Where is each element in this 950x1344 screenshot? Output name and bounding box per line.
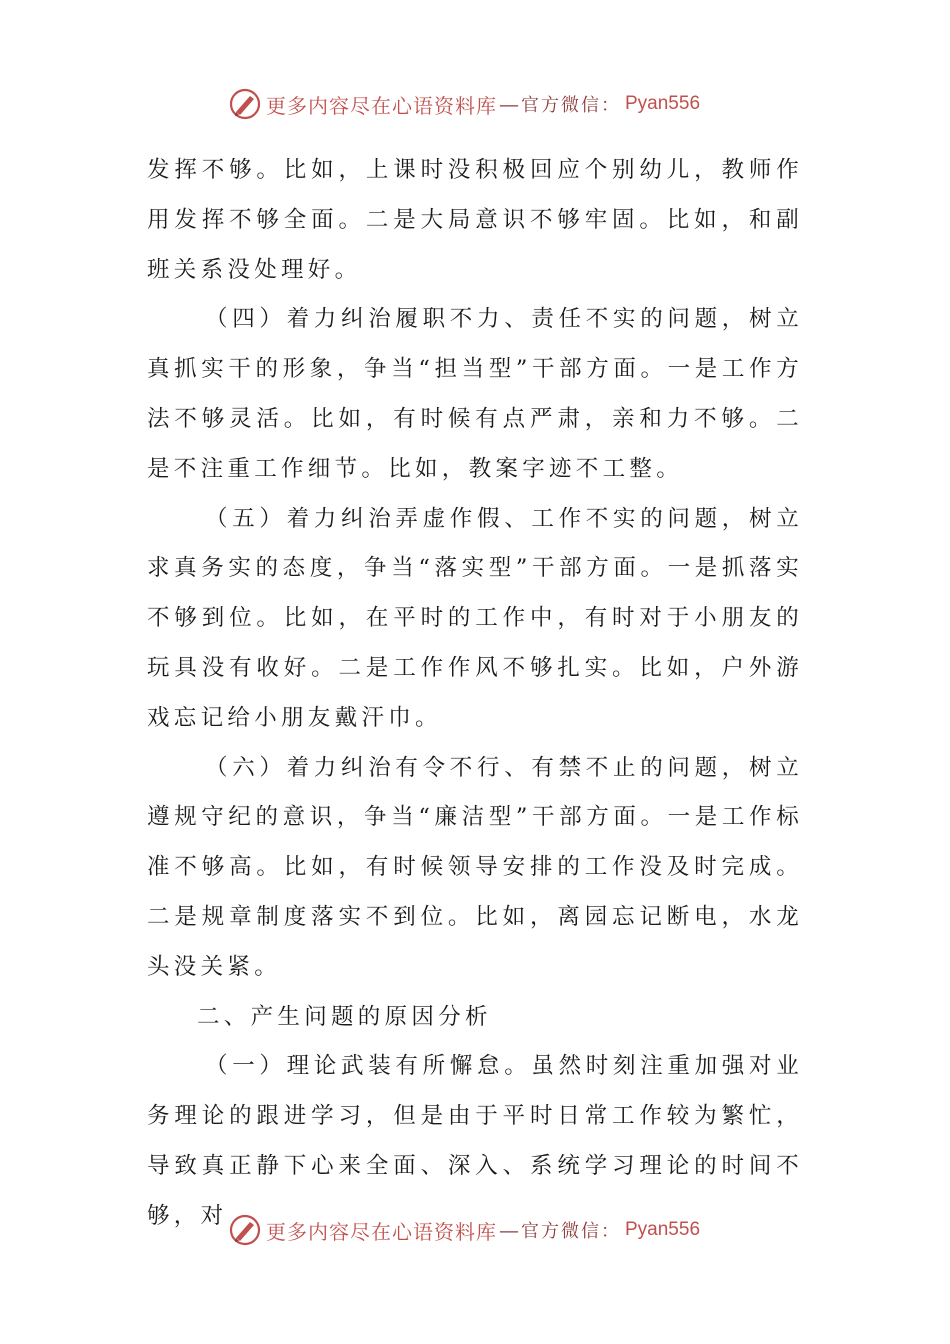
paragraph: （六）着力纠治有令不行、有禁不止的问题，树立遵规守纪的意识，争当“廉洁型”干部方面。一是工作标准不够高。比如，有时候领导安排的工作没及时完成。二是规章制度落实不到位。比如，离园忘记断电，水龙头没关紧。 — [147, 754, 803, 980]
banner-dash: — — [499, 92, 519, 116]
header-banner — [228, 84, 700, 124]
pen-logo-icon — [228, 87, 262, 121]
document-body — [147, 146, 803, 1242]
banner-main-text: 更多内容尽在心语资料库 — [266, 93, 497, 118]
section-heading: 二、产生问题的原因分析 — [197, 1003, 492, 1030]
paragraph: （四）着力纠治履职不力、责任不实的问题，树立真抓实干的形象，争当“担当型”干部方面。一是工作方法不够灵活。比如，有时候有点严肃，亲和力不够。二是不注重工作细节。比如，教案字迹不工整。 — [147, 306, 803, 482]
paragraph: （五）着力纠治弄虚作假、工作不实的问题，树立求真务实的态度，争当“落实型”干部方面。一是抓落实不够到位。比如，在平时的工作中，有时对于小朋友的玩具没有收好。二是工作作风不够扎实。比如，户外游戏忘记给小朋友戴汗巾。 — [147, 505, 803, 731]
banner-wechat-label: 官方微信： — [521, 1221, 621, 1242]
pen-logo-icon — [228, 1213, 262, 1247]
paragraph: （一）理论武装有所懈怠。虽然时刻注重加强对业务理论的跟进学习，但是由于平时日常工作较为繁忙，导致真正静下心来全面、深入、系统学习理论的时间不够，对 — [147, 1053, 803, 1229]
banner-dash: — — [499, 1218, 519, 1242]
banner-main-text: 更多内容尽在心语资料库 — [266, 1219, 497, 1244]
paragraph: 发挥不够。比如，上课时没积极回应个别幼儿，教师作用发挥不够全面。二是大局意识不够牢固。比如，和副班关系没处理好。 — [147, 157, 803, 283]
banner-wechat-id: Pyan556 — [625, 93, 701, 114]
banner-wechat-label: 官方微信： — [521, 95, 621, 116]
footer-banner — [228, 1210, 700, 1250]
banner-wechat-id: Pyan556 — [625, 1219, 701, 1240]
